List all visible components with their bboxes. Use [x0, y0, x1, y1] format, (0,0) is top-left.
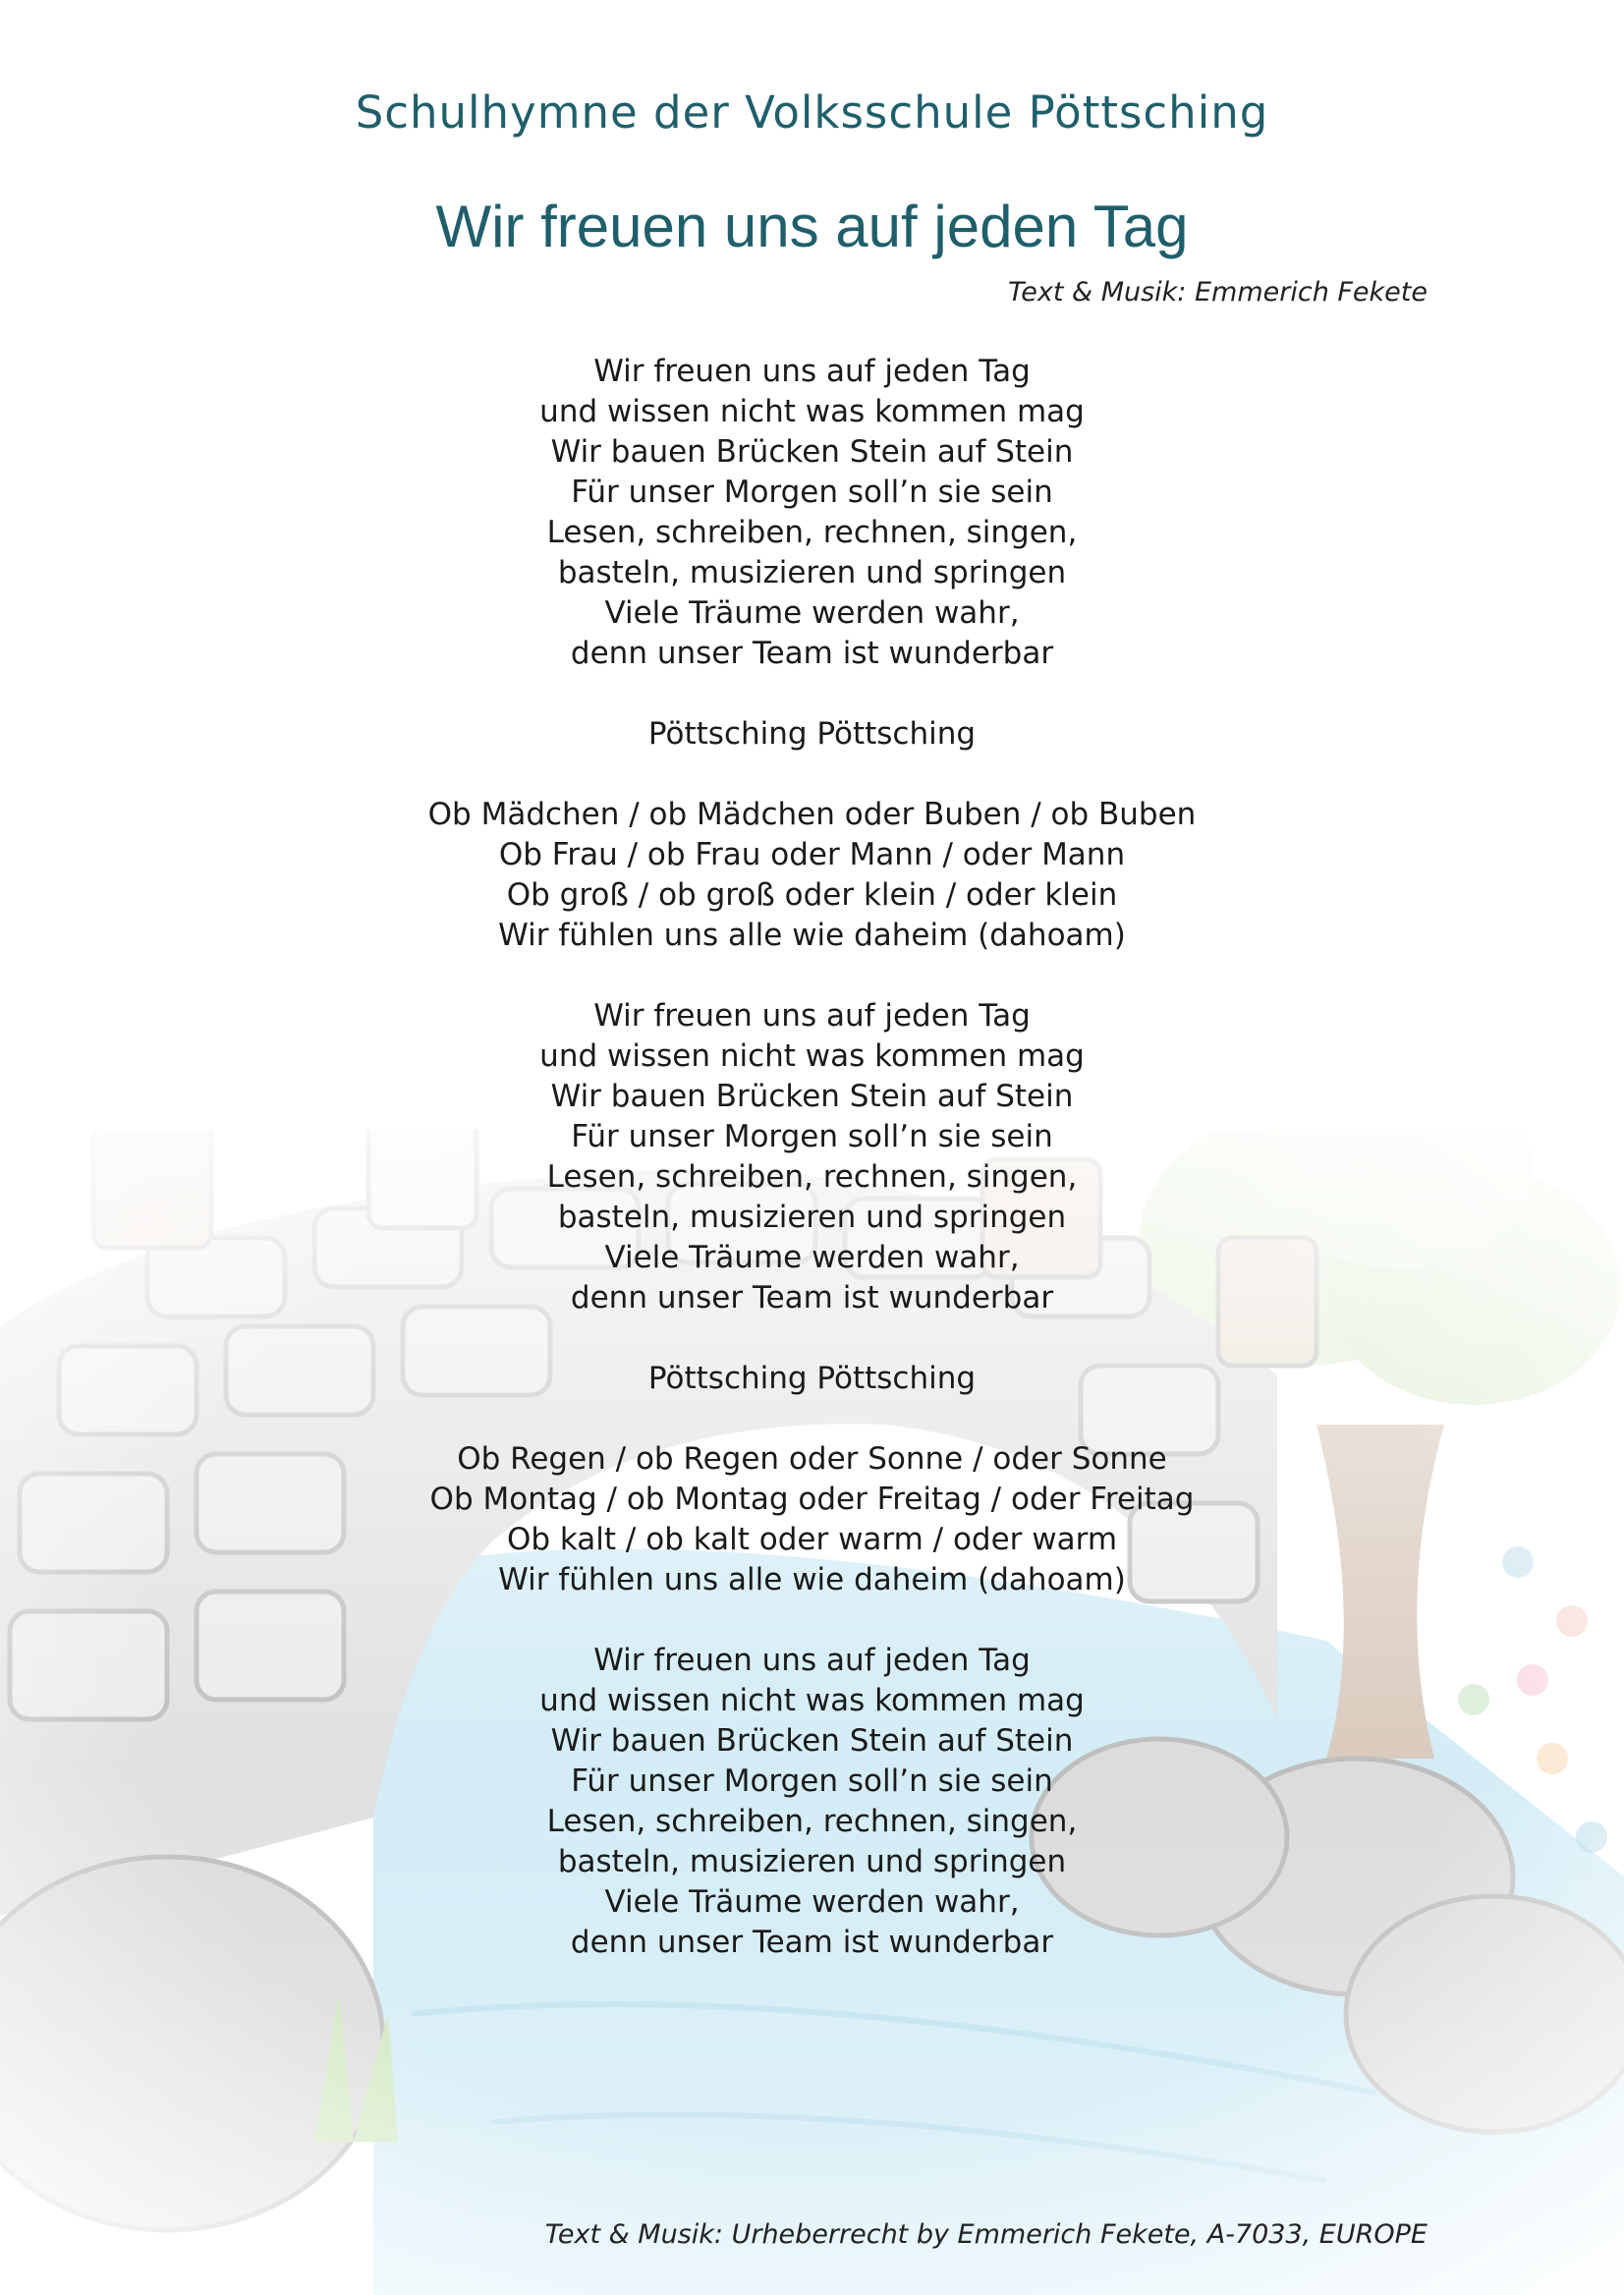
lyric-line: Wir fühlen uns alle wie daheim (dahoam) — [498, 918, 1126, 953]
lyric-line: basteln, musizieren und springen — [557, 1200, 1067, 1235]
lyric-line: Ob groß / ob groß oder klein / oder klein — [506, 877, 1118, 913]
lyric-line: Ob Montag / ob Montag oder Freitag / oder Freitag — [429, 1482, 1195, 1517]
author-credit: Text & Musik: Emmerich Fekete — [1008, 277, 1428, 308]
lyric-line: Für unser Morgen soll’n sie sein — [571, 1763, 1053, 1799]
lyric-line: Wir freuen uns auf jeden Tag — [593, 998, 1031, 1034]
lyric-line: Lesen, schreiben, rechnen, singen, — [546, 1804, 1078, 1839]
copyright-footer: Text & Musik: Urheberrecht by Emmerich Fekete, A-7033, EUROPE — [544, 2219, 1428, 2250]
lyric-line: Lesen, schreiben, rechnen, singen, — [546, 1159, 1078, 1195]
lyric-line: Ob Frau / ob Frau oder Mann / oder Mann — [498, 837, 1126, 872]
document-subtitle: Schulhymne der Volksschule Pöttsching — [355, 86, 1269, 139]
lyric-line: denn unser Team ist wunderbar — [570, 636, 1054, 671]
lyric-line: Wir fühlen uns alle wie daheim (dahoam) — [498, 1562, 1126, 1597]
stanza-refrain — [0, 1359, 1624, 1399]
lyric-line: und wissen nicht was kommen mag — [539, 1683, 1085, 1718]
stanza-refrain — [0, 714, 1624, 755]
lyric-line: Für unser Morgen soll’n sie sein — [571, 1119, 1053, 1154]
lyric-line: Ob Regen / ob Regen oder Sonne / oder Sonne — [457, 1441, 1167, 1477]
stanza-verse-2 — [0, 1439, 1624, 1600]
lyric-line: Wir bauen Brücken Stein auf Stein — [550, 1723, 1074, 1759]
lyric-line: denn unser Team ist wunderbar — [570, 1925, 1054, 1960]
lyric-line: und wissen nicht was kommen mag — [539, 1038, 1085, 1074]
stanza-chorus — [0, 996, 1624, 1318]
lyric-line: Ob kalt / ob kalt oder warm / oder warm — [506, 1522, 1118, 1557]
lyric-line: Wir freuen uns auf jeden Tag — [593, 1643, 1031, 1678]
lyric-line: basteln, musizieren und springen — [557, 555, 1067, 590]
stanza-chorus — [0, 352, 1624, 674]
document-title: Wir freuen uns auf jeden Tag — [435, 194, 1189, 259]
lyric-line: Pöttsching Pöttsching — [647, 716, 977, 752]
lyric-line: Viele Träume werden wahr, — [604, 595, 1020, 631]
lyric-line: basteln, musizieren und springen — [557, 1844, 1067, 1879]
lyric-line: Lesen, schreiben, rechnen, singen, — [546, 515, 1078, 550]
stanza-verse-1 — [0, 795, 1624, 956]
lyric-line: Wir bauen Brücken Stein auf Stein — [550, 434, 1074, 470]
lyric-line: Pöttsching Pöttsching — [647, 1361, 977, 1396]
lyric-line: denn unser Team ist wunderbar — [570, 1280, 1054, 1315]
lyric-line: Ob Mädchen / ob Mädchen oder Buben / ob Buben — [427, 797, 1197, 832]
lyric-line: Viele Träume werden wahr, — [604, 1240, 1020, 1275]
stanza-chorus — [0, 1641, 1624, 1963]
lyric-line: Wir freuen uns auf jeden Tag — [593, 354, 1031, 389]
lyric-line: und wissen nicht was kommen mag — [539, 394, 1085, 429]
lyric-line: Viele Träume werden wahr, — [604, 1884, 1020, 1920]
lyrics-body — [0, 352, 1624, 2003]
lyric-line: Wir bauen Brücken Stein auf Stein — [550, 1079, 1074, 1114]
lyric-line: Für unser Morgen soll’n sie sein — [571, 475, 1053, 510]
